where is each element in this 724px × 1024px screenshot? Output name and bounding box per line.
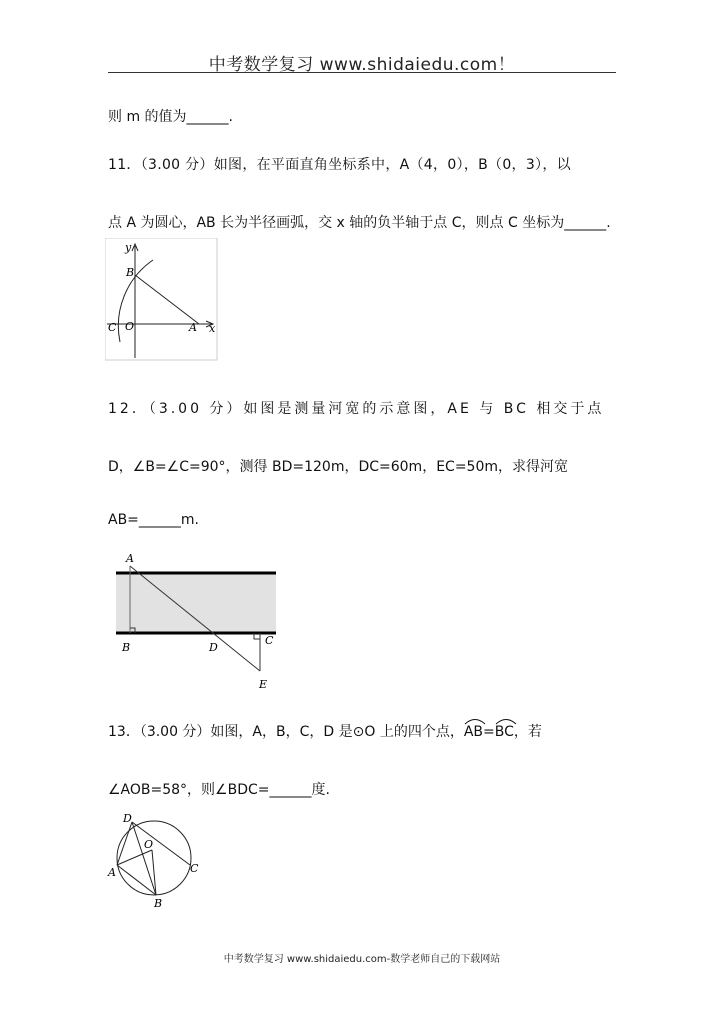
q13-line-1-post: ，若 <box>513 724 542 740</box>
q11-label-y: y <box>125 241 132 254</box>
q13-line-2: ∠AOB=58°，则∠BDC=______度. <box>108 782 330 798</box>
arc-bc <box>118 260 153 342</box>
q12-label-b: B <box>122 641 131 654</box>
q11-label-a: A <box>189 321 197 334</box>
q11-line-1: 11．（3.00 分）如图，在平面直角坐标系中，A（4，0），B（0，3），以 <box>108 157 571 173</box>
segment-da <box>117 822 132 865</box>
q11-label-c: C <box>108 321 117 334</box>
q11-line-2: 点 A 为圆心，AB 长为半径画弧，交 x 轴的负半轴于点 C，则点 C 坐标为______. <box>108 215 611 231</box>
q12-label-a: A <box>126 552 134 565</box>
q11-label-b: B <box>126 266 135 279</box>
prev-question-tail: 则 m 的值为______. <box>108 109 233 125</box>
q12-line-3: AB=______m. <box>108 512 199 528</box>
arc-ab-label: AB <box>463 724 484 740</box>
q13-label-d: D <box>123 812 132 825</box>
segment-ab <box>135 275 199 324</box>
q11-label-o: O <box>125 320 135 333</box>
q13-label-c: C <box>190 862 199 875</box>
arc-ab-mark <box>464 717 486 725</box>
segment-dc <box>132 822 190 865</box>
q12-figure <box>108 548 283 693</box>
q11-label-x: x <box>209 322 216 335</box>
q12-label-c: C <box>265 634 274 647</box>
arc-bc-label: BC <box>494 724 514 740</box>
arc-equals: = <box>483 724 495 740</box>
segment-oa <box>117 850 152 865</box>
q11-figure-frame <box>105 238 217 360</box>
page-header-title: 中考数学复习 www.shidaiedu.com！ <box>208 55 516 75</box>
arc-bc-notation <box>495 722 514 740</box>
q13-figure <box>106 810 206 910</box>
header-divider <box>108 72 616 73</box>
page-footer: 中考数学复习 www.shidaiedu.com-数学老师自己的下载网站 <box>223 954 501 965</box>
q12-label-e: E <box>259 678 268 691</box>
q12-line-2: D，∠B=∠C=90°，测得 BD=120m，DC=60m，EC=50m，求得河宽 <box>108 459 569 475</box>
q12-label-d: D <box>209 641 218 654</box>
q13-line-1 <box>108 721 542 741</box>
river <box>116 573 276 633</box>
q13-label-a: A <box>108 866 116 879</box>
q12-line-1: 12．（3.00 分）如图是测量河宽的示意图，AE 与 BC 相交于点 <box>108 401 605 417</box>
q13-label-o: O <box>144 838 154 851</box>
arc-ab-notation <box>464 722 483 740</box>
q13-label-b: B <box>154 897 163 910</box>
arc-bc-mark <box>495 717 517 725</box>
q11-figure <box>105 238 225 363</box>
q13-line-1-pre: 13．（3.00 分）如图，A，B，C，D 是⊙O 上的四个点， <box>108 724 464 740</box>
